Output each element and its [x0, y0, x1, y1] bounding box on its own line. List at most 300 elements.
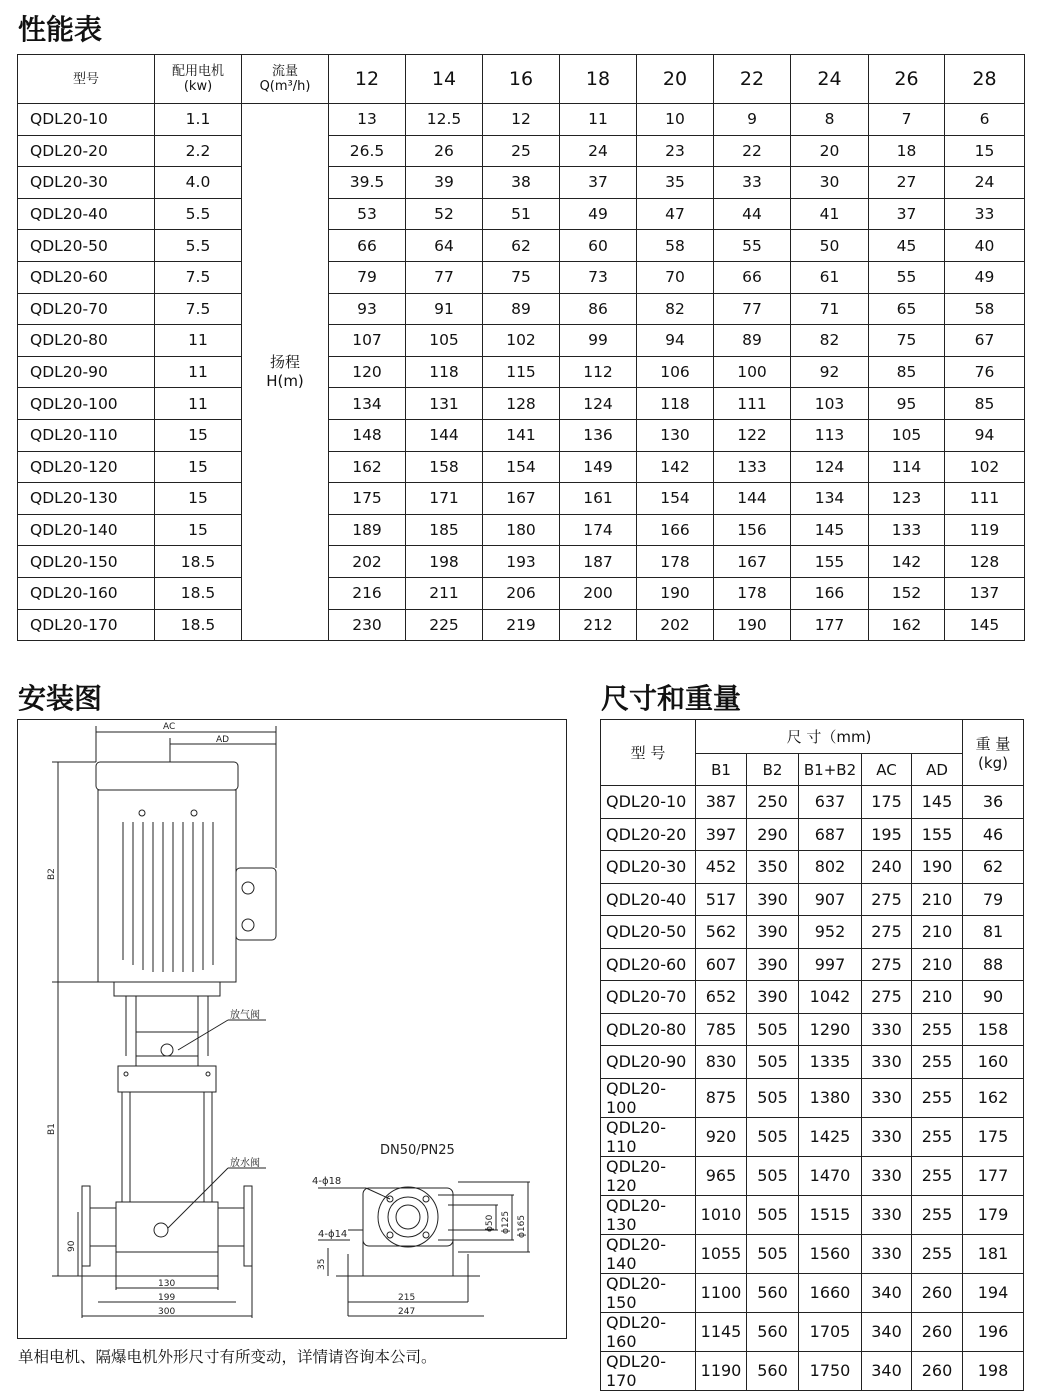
cell-model: QDL20-130 — [18, 483, 155, 515]
cell-head: 85 — [869, 356, 945, 388]
cell-kw: 11 — [155, 356, 242, 388]
label-215: 215 — [398, 1293, 416, 1303]
cell-head: 200 — [560, 577, 637, 609]
cell-head: 166 — [791, 577, 869, 609]
cell-head: 10 — [637, 104, 714, 136]
cell-value: 290 — [747, 818, 799, 851]
cell-kw: 15 — [155, 514, 242, 546]
cell-value: 1705 — [799, 1312, 862, 1351]
cell-head: 53 — [329, 198, 406, 230]
cell-kw: 11 — [155, 325, 242, 357]
cell-model: QDL20-60 — [601, 948, 696, 981]
cell-head: 89 — [483, 293, 560, 325]
cell-head: 12.5 — [406, 104, 483, 136]
cell-head: 171 — [406, 483, 483, 515]
cell-value: 255 — [912, 1046, 963, 1079]
cell-value: 255 — [912, 1013, 963, 1046]
cell-head: 49 — [560, 198, 637, 230]
cell-kw: 2.2 — [155, 135, 242, 167]
cell-head: 75 — [869, 325, 945, 357]
cell-head: 44 — [714, 198, 791, 230]
cell-model: QDL20-60 — [18, 261, 155, 293]
cell-kw: 7.5 — [155, 293, 242, 325]
footnote: 单相电机、隔爆电机外形尺寸有所变动，详情请咨询本公司。 — [18, 1348, 437, 1366]
cell-value: 79 — [963, 883, 1024, 916]
cell-head: 107 — [329, 325, 406, 357]
cell-kw: 5.5 — [155, 230, 242, 262]
cell-head: 55 — [714, 230, 791, 262]
cell-model: QDL20-140 — [18, 514, 155, 546]
cell-head: 33 — [714, 167, 791, 199]
cell-head: 93 — [329, 293, 406, 325]
cell-value: 275 — [862, 883, 912, 916]
cell-value: 687 — [799, 818, 862, 851]
cell-head: 33 — [945, 198, 1025, 230]
cell-head: 120 — [329, 356, 406, 388]
table-row — [601, 1013, 1024, 1046]
cell-head: 82 — [637, 293, 714, 325]
cell-value: 210 — [912, 916, 963, 949]
table-row — [601, 1273, 1024, 1312]
cell-value: 330 — [862, 1156, 912, 1195]
cell-value: 158 — [963, 1013, 1024, 1046]
cell-head: 75 — [483, 261, 560, 293]
cell-model: QDL20-40 — [18, 198, 155, 230]
cell-value: 452 — [696, 851, 747, 884]
cell-head: 38 — [483, 167, 560, 199]
cell-head: 144 — [714, 483, 791, 515]
table-row — [18, 230, 1025, 262]
cell-head: 202 — [637, 609, 714, 641]
flow-value: 16 — [483, 55, 560, 104]
cell-model: QDL20-140 — [601, 1234, 696, 1273]
cell-head: 77 — [406, 261, 483, 293]
cell-value: 260 — [912, 1351, 963, 1390]
cell-model: QDL20-130 — [601, 1195, 696, 1234]
cell-value: 952 — [799, 916, 862, 949]
cell-head: 22 — [714, 135, 791, 167]
cell-model: QDL20-80 — [601, 1013, 696, 1046]
cell-head: 118 — [637, 388, 714, 420]
table-row — [601, 1117, 1024, 1156]
cell-value: 196 — [963, 1312, 1024, 1351]
cell-value: 1560 — [799, 1234, 862, 1273]
cell-head: 189 — [329, 514, 406, 546]
table-row — [601, 1156, 1024, 1195]
cell-head: 154 — [637, 483, 714, 515]
cell-value: 517 — [696, 883, 747, 916]
table-row — [601, 948, 1024, 981]
cell-head: 60 — [560, 230, 637, 262]
pump-drawing-svg — [18, 720, 566, 1338]
cell-value: 210 — [912, 883, 963, 916]
cell-value: 36 — [963, 786, 1024, 819]
cell-value: 177 — [963, 1156, 1024, 1195]
cell-model: QDL20-30 — [601, 851, 696, 884]
cell-head: 25 — [483, 135, 560, 167]
dim-subcol: B1+B2 — [799, 754, 862, 786]
cell-head: 133 — [714, 451, 791, 483]
cell-head: 12 — [483, 104, 560, 136]
cell-value: 965 — [696, 1156, 747, 1195]
cell-head: 178 — [714, 577, 791, 609]
label-ad: AD — [216, 735, 230, 745]
cell-head: 105 — [869, 419, 945, 451]
cell-head: 115 — [483, 356, 560, 388]
dimensions-header-row — [601, 720, 1024, 754]
cell-model: QDL20-150 — [18, 546, 155, 578]
cell-value: 607 — [696, 948, 747, 981]
cell-value: 190 — [912, 851, 963, 884]
cell-head: 158 — [406, 451, 483, 483]
table-row — [601, 1046, 1024, 1079]
table-row — [601, 1078, 1024, 1117]
cell-value: 397 — [696, 818, 747, 851]
dim-subcol: B1 — [696, 754, 747, 786]
cell-head: 67 — [945, 325, 1025, 357]
cell-value: 875 — [696, 1078, 747, 1117]
cell-head: 212 — [560, 609, 637, 641]
cell-head: 178 — [637, 546, 714, 578]
table-row — [601, 786, 1024, 819]
cell-head: 18 — [869, 135, 945, 167]
label-ac: AC — [163, 722, 176, 732]
cell-model: QDL20-50 — [18, 230, 155, 262]
cell-head: 37 — [560, 167, 637, 199]
dim-subcol: AC — [862, 754, 912, 786]
cell-value: 1042 — [799, 981, 862, 1014]
cell-value: 194 — [963, 1273, 1024, 1312]
label-247: 247 — [398, 1307, 416, 1317]
cell-head: 175 — [329, 483, 406, 515]
table-row — [18, 577, 1025, 609]
cell-value: 505 — [747, 1195, 799, 1234]
table-row — [18, 167, 1025, 199]
dim-col-weight: 重 量 (kg) — [963, 720, 1024, 786]
cell-kw: 15 — [155, 419, 242, 451]
cell-head: 166 — [637, 514, 714, 546]
cell-value: 830 — [696, 1046, 747, 1079]
cell-head: 30 — [791, 167, 869, 199]
flow-value: 20 — [637, 55, 714, 104]
performance-table — [17, 54, 1025, 641]
cell-value: 505 — [747, 1156, 799, 1195]
cell-head: 113 — [791, 419, 869, 451]
cell-head: 37 — [869, 198, 945, 230]
cell-head: 35 — [637, 167, 714, 199]
cell-value: 505 — [747, 1078, 799, 1117]
cell-head: 128 — [945, 546, 1025, 578]
label-vent-valve: 放气阀 — [230, 1010, 260, 1021]
cell-kw: 7.5 — [155, 261, 242, 293]
table-row — [18, 198, 1025, 230]
cell-head: 62 — [483, 230, 560, 262]
cell-head: 6 — [945, 104, 1025, 136]
cell-kw: 4.0 — [155, 167, 242, 199]
table-row — [18, 356, 1025, 388]
cell-head: 65 — [869, 293, 945, 325]
table-row — [18, 419, 1025, 451]
cell-value: 330 — [862, 1234, 912, 1273]
cell-head: 27 — [869, 167, 945, 199]
cell-value: 390 — [747, 883, 799, 916]
cell-value: 505 — [747, 1234, 799, 1273]
cell-value: 275 — [862, 916, 912, 949]
cell-head: 122 — [714, 419, 791, 451]
cell-head: 64 — [406, 230, 483, 262]
cell-value: 195 — [862, 818, 912, 851]
table-row — [601, 1195, 1024, 1234]
cell-value: 88 — [963, 948, 1024, 981]
cell-model: QDL20-110 — [18, 419, 155, 451]
cell-value: 652 — [696, 981, 747, 1014]
label-90: 90 — [67, 1240, 77, 1252]
cell-head: 141 — [483, 419, 560, 451]
cell-head: 89 — [714, 325, 791, 357]
cell-head: 216 — [329, 577, 406, 609]
cell-value: 505 — [747, 1013, 799, 1046]
cell-value: 1290 — [799, 1013, 862, 1046]
cell-head: 91 — [406, 293, 483, 325]
cell-head: 149 — [560, 451, 637, 483]
cell-head: 7 — [869, 104, 945, 136]
cell-head: 180 — [483, 514, 560, 546]
cell-head: 177 — [791, 609, 869, 641]
cell-model: QDL20-170 — [601, 1351, 696, 1390]
cell-head: 55 — [869, 261, 945, 293]
cell-head: 225 — [406, 609, 483, 641]
cell-head: 15 — [945, 135, 1025, 167]
cell-head: 85 — [945, 388, 1025, 420]
cell-head: 124 — [791, 451, 869, 483]
cell-head: 23 — [637, 135, 714, 167]
cell-head: 94 — [945, 419, 1025, 451]
label-199: 199 — [158, 1293, 176, 1303]
cell-head: 71 — [791, 293, 869, 325]
cell-head: 41 — [791, 198, 869, 230]
cell-value: 1010 — [696, 1195, 747, 1234]
cell-value: 390 — [747, 948, 799, 981]
motor-top — [96, 762, 238, 790]
flow-value: 26 — [869, 55, 945, 104]
table-row — [601, 818, 1024, 851]
dim-col-size: 尺 寸（mm) — [696, 720, 963, 754]
cell-model: QDL20-120 — [601, 1156, 696, 1195]
table-row — [601, 851, 1024, 884]
table-row — [18, 325, 1025, 357]
cell-head: 58 — [637, 230, 714, 262]
cell-model: QDL20-20 — [18, 135, 155, 167]
cell-value: 560 — [747, 1351, 799, 1390]
cell-value: 505 — [747, 1046, 799, 1079]
cell-head: 190 — [637, 577, 714, 609]
cell-head: 111 — [945, 483, 1025, 515]
cell-value: 240 — [862, 851, 912, 884]
cell-head: 40 — [945, 230, 1025, 262]
cell-model: QDL20-100 — [601, 1078, 696, 1117]
cell-head: 11 — [560, 104, 637, 136]
cell-head: 99 — [560, 325, 637, 357]
cell-value: 255 — [912, 1078, 963, 1117]
cell-head: 114 — [869, 451, 945, 483]
cell-head: 77 — [714, 293, 791, 325]
cell-model: QDL20-160 — [18, 577, 155, 609]
cell-head: 76 — [945, 356, 1025, 388]
performance-title: 性能表 — [18, 13, 103, 46]
label-b2: B2 — [47, 868, 57, 880]
cell-head: 198 — [406, 546, 483, 578]
cell-head: 8 — [791, 104, 869, 136]
cell-head: 86 — [560, 293, 637, 325]
label-300: 300 — [158, 1307, 176, 1317]
cell-model: QDL20-30 — [18, 167, 155, 199]
cell-value: 560 — [747, 1312, 799, 1351]
table-row — [18, 451, 1025, 483]
cell-head: 26 — [406, 135, 483, 167]
dim-col-model: 型 号 — [601, 720, 696, 786]
flow-value: 22 — [714, 55, 791, 104]
cell-model: QDL20-120 — [18, 451, 155, 483]
cell-head: 142 — [637, 451, 714, 483]
cell-head: 162 — [869, 609, 945, 641]
cell-head: 102 — [483, 325, 560, 357]
label-130: 130 — [158, 1279, 176, 1289]
cell-head: 142 — [869, 546, 945, 578]
cell-head: 102 — [945, 451, 1025, 483]
flow-value: 14 — [406, 55, 483, 104]
cell-value: 1145 — [696, 1312, 747, 1351]
cell-value: 81 — [963, 916, 1024, 949]
cell-head: 155 — [791, 546, 869, 578]
cell-head: 193 — [483, 546, 560, 578]
cell-value: 181 — [963, 1234, 1024, 1273]
cell-head: 66 — [714, 261, 791, 293]
cell-value: 1055 — [696, 1234, 747, 1273]
cell-value: 330 — [862, 1013, 912, 1046]
cell-value: 1100 — [696, 1273, 747, 1312]
flow-value: 28 — [945, 55, 1025, 104]
cell-value: 275 — [862, 981, 912, 1014]
col-flow: 流量 Q(m³/h) — [242, 55, 329, 104]
cell-value: 330 — [862, 1195, 912, 1234]
table-row — [18, 293, 1025, 325]
cell-value: 997 — [799, 948, 862, 981]
cell-kw: 18.5 — [155, 609, 242, 641]
cell-value: 1190 — [696, 1351, 747, 1390]
cell-head: 92 — [791, 356, 869, 388]
cell-value: 390 — [747, 981, 799, 1014]
label-35: 35 — [317, 1258, 327, 1270]
cell-head: 161 — [560, 483, 637, 515]
cell-value: 330 — [862, 1046, 912, 1079]
cell-head: 20 — [791, 135, 869, 167]
cell-head: 131 — [406, 388, 483, 420]
cell-value: 562 — [696, 916, 747, 949]
cell-value: 637 — [799, 786, 862, 819]
dimensions-table — [600, 719, 1024, 1391]
cell-head: 112 — [560, 356, 637, 388]
cell-model: QDL20-90 — [601, 1046, 696, 1079]
cell-value: 210 — [912, 948, 963, 981]
cell-head: 137 — [945, 577, 1025, 609]
table-row — [601, 883, 1024, 916]
table-row — [18, 546, 1025, 578]
col-motor: 配用电机 (kw) — [155, 55, 242, 104]
cell-head: 156 — [714, 514, 791, 546]
cell-model: QDL20-110 — [601, 1117, 696, 1156]
cell-head: 58 — [945, 293, 1025, 325]
cell-value: 90 — [963, 981, 1024, 1014]
label-d50: ϕ50 — [485, 1214, 495, 1232]
cell-model: QDL20-70 — [601, 981, 696, 1014]
cell-head: 66 — [329, 230, 406, 262]
flow-value: 24 — [791, 55, 869, 104]
cell-value: 162 — [963, 1078, 1024, 1117]
label-drain-valve: 放水阀 — [230, 1158, 260, 1169]
label-d125: ϕ125 — [501, 1210, 511, 1234]
cell-value: 260 — [912, 1273, 963, 1312]
cell-head: 39 — [406, 167, 483, 199]
cell-head: 202 — [329, 546, 406, 578]
cell-value: 1750 — [799, 1351, 862, 1390]
cell-head: 133 — [869, 514, 945, 546]
cell-head: 70 — [637, 261, 714, 293]
cell-model: QDL20-100 — [18, 388, 155, 420]
cell-value: 179 — [963, 1195, 1024, 1234]
cell-head: 130 — [637, 419, 714, 451]
cell-model: QDL20-10 — [601, 786, 696, 819]
cell-head: 95 — [869, 388, 945, 420]
head-label: 扬程 H(m) — [242, 104, 329, 641]
cell-head: 128 — [483, 388, 560, 420]
cell-value: 175 — [963, 1117, 1024, 1156]
cell-value: 1470 — [799, 1156, 862, 1195]
cell-head: 167 — [714, 546, 791, 578]
flow-value: 18 — [560, 55, 637, 104]
label-bolt-14: 4-ϕ14 — [318, 1229, 348, 1240]
cell-head: 167 — [483, 483, 560, 515]
cell-value: 62 — [963, 851, 1024, 884]
table-row — [18, 135, 1025, 167]
cell-value: 1380 — [799, 1078, 862, 1117]
cell-head: 50 — [791, 230, 869, 262]
cell-model: QDL20-90 — [18, 356, 155, 388]
cell-value: 255 — [912, 1117, 963, 1156]
cell-value: 330 — [862, 1117, 912, 1156]
cell-value: 1515 — [799, 1195, 862, 1234]
table-row — [601, 1234, 1024, 1273]
cell-head: 145 — [791, 514, 869, 546]
cell-model: QDL20-170 — [18, 609, 155, 641]
cell-head: 79 — [329, 261, 406, 293]
cell-value: 350 — [747, 851, 799, 884]
cell-head: 211 — [406, 577, 483, 609]
cell-kw: 5.5 — [155, 198, 242, 230]
cell-head: 45 — [869, 230, 945, 262]
cell-head: 47 — [637, 198, 714, 230]
cell-value: 175 — [862, 786, 912, 819]
cell-value: 250 — [747, 786, 799, 819]
cell-value: 260 — [912, 1312, 963, 1351]
cell-kw: 18.5 — [155, 577, 242, 609]
label-d165: ϕ165 — [517, 1214, 527, 1238]
cell-head: 106 — [637, 356, 714, 388]
cell-head: 123 — [869, 483, 945, 515]
cell-head: 111 — [714, 388, 791, 420]
terminal-box — [236, 868, 276, 940]
table-row — [18, 609, 1025, 641]
cell-head: 82 — [791, 325, 869, 357]
